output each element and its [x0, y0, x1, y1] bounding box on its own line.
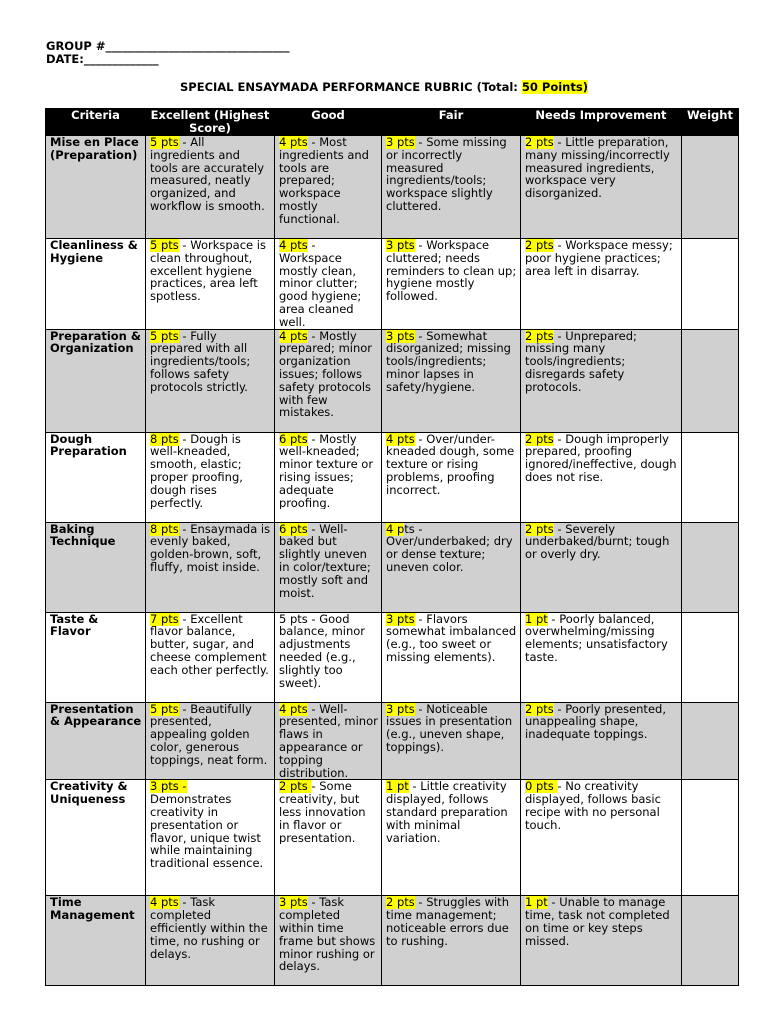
- score-cell: [146, 522, 275, 612]
- score-description: - Mostly prepared; minor organization issues; follows safety protocols with few mistakes.: [279, 329, 373, 420]
- points-highlight: 1 pt: [525, 612, 548, 626]
- points-highlight: 4 p: [386, 522, 405, 536]
- score-description: - Task completed efficiently within the time, no rushing or delays.: [150, 896, 268, 961]
- weight-cell: [682, 329, 739, 432]
- points-highlight: 2 pts: [525, 329, 554, 343]
- score-description: - No creativity displayed, follows basic recipe with no personal touch.: [525, 780, 661, 832]
- score-description: - Dough improperly prepared, proofing ignored/ineffective, dough does not rise.: [525, 432, 677, 484]
- score-cell-content: [386, 330, 517, 394]
- score-description: - Some missing or incorrectly measured ingredients/tools; workspace slightly cluttered.: [386, 136, 507, 213]
- header-row: [46, 109, 739, 136]
- score-cell-content: [279, 239, 378, 329]
- weight-cell: [682, 896, 739, 986]
- score-cell-content: [525, 523, 678, 561]
- group-number-line: GROUP #________________________________: [46, 39, 290, 53]
- rubric-table: [45, 108, 739, 986]
- score-cell-content: [386, 523, 517, 574]
- score-cell-content: [279, 703, 378, 780]
- score-cell: [146, 329, 275, 432]
- weight-cell: [682, 612, 739, 702]
- score-cell: [382, 896, 521, 986]
- score-cell: [521, 239, 682, 330]
- score-description: - Well-presented, minor flaws in appearance or topping distribution.: [279, 702, 378, 780]
- score-cell: [146, 239, 275, 330]
- score-cell: [275, 612, 382, 702]
- weight-cell: [682, 432, 739, 522]
- score-description: - Little preparation, many missing/incorrectly measured ingredients, workspace very disorganized.: [525, 136, 670, 200]
- score-cell-content: [386, 433, 517, 497]
- points-highlight: 3 pts: [386, 239, 415, 252]
- points-highlight: 4 pts: [279, 239, 308, 252]
- table-row: [46, 896, 739, 986]
- score-cell: [146, 702, 275, 780]
- score-cell-content: [150, 433, 271, 510]
- points-highlight: 3 pts: [386, 329, 415, 343]
- score-cell: [382, 522, 521, 612]
- score-description: - Task completed within time frame but shows minor rushing or delays.: [279, 896, 376, 974]
- column-header-fair: Fair: [382, 109, 521, 136]
- score-cell: [275, 896, 382, 986]
- score-description: - Workspace messy; poor hygiene practices; area left in disarray.: [525, 239, 673, 278]
- score-cell: [521, 612, 682, 702]
- score-description: - Severely underbaked/burnt; tough or overly dry.: [525, 522, 670, 561]
- score-cell-content: [386, 136, 517, 213]
- points-highlight: 8 pts: [150, 432, 179, 446]
- score-cell: [521, 522, 682, 612]
- criteria-cell: Creativity & Uniqueness: [46, 780, 146, 896]
- points-highlight: 4 pts: [386, 432, 415, 446]
- score-description: - Workspace is clean throughout, excellent hygiene practices, area left spotless.: [150, 239, 266, 303]
- score-cell-content: [150, 780, 271, 870]
- score-cell-content: [525, 703, 678, 741]
- weight-cell: [682, 239, 739, 330]
- score-description: - Poorly balanced, overwhelming/missing elements; unsatisfactory taste.: [525, 612, 668, 664]
- score-cell-content: [279, 896, 378, 973]
- score-description: - Poorly presented, unappealing shape, inadequate toppings.: [525, 702, 666, 741]
- score-description: - Struggles with time management; noticeable errors due to rushing.: [386, 896, 509, 948]
- table-row: [46, 780, 739, 896]
- score-cell: [382, 239, 521, 330]
- score-cell: [146, 136, 275, 239]
- points-highlight: 3 pts: [386, 702, 415, 716]
- points-highlight: 0 pts: [525, 780, 558, 794]
- points-highlight: 2 pts: [386, 896, 415, 910]
- points-highlight: 2 pts: [279, 780, 312, 794]
- score-cell-content: [150, 613, 271, 677]
- criteria-cell: Baking Technique: [46, 522, 146, 612]
- score-cell: [275, 780, 382, 896]
- score-description: - Little creativity displayed, follows standard preparation with minimal variation.: [386, 780, 508, 845]
- score-cell-content: [279, 613, 378, 690]
- table-row: [46, 329, 739, 432]
- score-cell-content: [150, 896, 271, 960]
- score-cell-content: [386, 613, 517, 664]
- score-cell-content: [386, 896, 517, 947]
- points-highlight: 2 pts: [525, 239, 554, 252]
- score-cell-content: [525, 433, 678, 484]
- score-cell-content: [150, 136, 271, 213]
- score-cell: [521, 432, 682, 522]
- score-cell-content: [525, 239, 678, 277]
- criteria-cell: Cleanliness & Hygiene: [46, 239, 146, 330]
- score-cell: [146, 432, 275, 522]
- criteria-cell: Preparation & Organization: [46, 329, 146, 432]
- rubric-body: [46, 136, 739, 986]
- score-description: - Unprepared; missing many tools/ingredients; disregards safety protocols.: [525, 329, 637, 394]
- score-cell: [146, 896, 275, 986]
- score-cell: [382, 780, 521, 896]
- points-highlight: 2 pts: [525, 432, 554, 446]
- score-cell-content: [150, 703, 271, 767]
- score-description: - Fully prepared with all ingredients/tools; follows safety protocols strictly.: [150, 329, 251, 394]
- points-highlight: 1 pt: [386, 780, 409, 794]
- score-cell: [146, 612, 275, 702]
- points-highlight: 4 pts: [279, 329, 308, 343]
- score-description: - Well-baked but slightly uneven in color/texture; mostly soft and moist.: [279, 522, 371, 600]
- score-cell: [275, 432, 382, 522]
- score-cell: [275, 329, 382, 432]
- score-cell: [382, 432, 521, 522]
- score-cell-content: [525, 780, 678, 831]
- score-description: - Most ingredients and tools are prepared; workspace mostly functional.: [279, 136, 369, 226]
- points-highlight: 6 pts: [279, 432, 308, 446]
- score-cell-content: [279, 330, 378, 420]
- score-cell-content: [279, 136, 378, 226]
- title-prefix: SPECIAL ENSAYMADA PERFORMANCE RUBRIC (Total:: [180, 80, 522, 94]
- points-highlight: 5 pts: [150, 136, 179, 149]
- score-description: - Workspace cluttered; needs reminders to clean up; hygiene mostly followed.: [386, 239, 517, 303]
- score-cell-content: [386, 239, 517, 303]
- score-description: - Beautifully presented, appealing golden color, generous toppings, neat form.: [150, 702, 268, 767]
- weight-cell: [682, 136, 739, 239]
- column-header-criteria: Criteria: [46, 109, 146, 136]
- points-highlight: 1 pt: [525, 896, 548, 910]
- weight-cell: [682, 522, 739, 612]
- column-header-good: Good: [275, 109, 382, 136]
- score-cell: [521, 136, 682, 239]
- criteria-cell: Mise en Place (Preparation): [46, 136, 146, 239]
- score-description: - Workspace mostly clean, minor clutter; good hygiene; area cleaned well.: [279, 239, 362, 329]
- score-cell: [146, 780, 275, 896]
- points-highlight: 2 pts: [525, 522, 554, 536]
- score-cell-content: [279, 780, 378, 844]
- score-description: 5 pts - Good balance, minor adjustments needed (e.g., slightly too sweet).: [279, 612, 366, 690]
- total-points-highlight: 50 Points): [521, 80, 588, 94]
- score-cell: [382, 329, 521, 432]
- criteria-cell: Dough Preparation: [46, 432, 146, 522]
- date-line: DATE:_____________: [46, 52, 159, 66]
- score-cell-content: [525, 896, 678, 947]
- score-description: - Flavors somewhat imbalanced (e.g., too sweet or missing elements).: [386, 612, 517, 664]
- score-cell-content: [150, 330, 271, 394]
- points-highlight: 5 pts: [150, 702, 179, 716]
- score-cell-content: [150, 523, 271, 574]
- score-cell: [275, 239, 382, 330]
- points-highlight: 3 pts -: [150, 780, 187, 794]
- points-highlight: 4 pts: [150, 896, 179, 910]
- score-cell: [521, 329, 682, 432]
- score-cell: [275, 522, 382, 612]
- score-cell: [382, 136, 521, 239]
- points-highlight: 2 pts: [525, 702, 554, 716]
- points-highlight: 4 pts: [279, 702, 308, 716]
- points-highlight: 7 pts: [150, 612, 179, 626]
- score-cell-content: [279, 523, 378, 600]
- score-description: - Noticeable issues in presentation (e.g., uneven shape, toppings).: [386, 702, 513, 754]
- score-description: - All ingredients and tools are accurately measured, neatly organized, and workflow is smooth.: [150, 136, 265, 213]
- score-description: - Over/under-kneaded dough, some texture or rising problems, proofing incorrect.: [386, 432, 515, 497]
- table-row: [46, 612, 739, 702]
- score-description: - Mostly well-kneaded; minor texture or rising issues; adequate proofing.: [279, 432, 374, 510]
- score-cell: [382, 702, 521, 780]
- score-description: - Dough is well-kneaded, smooth, elastic; proper proofing, dough rises perfectly.: [150, 432, 243, 510]
- score-description: Demonstrates creativity in presentation or flavor, unique twist while maintaining traditional essence.: [150, 792, 264, 870]
- score-cell-content: [525, 136, 678, 200]
- score-description: - Excellent flavor balance, butter, sugar, and cheese complement each other perfectly.: [150, 612, 269, 677]
- score-cell-content: [525, 330, 678, 394]
- score-cell-content: [386, 703, 517, 754]
- criteria-cell: Presentation & Appearance: [46, 702, 146, 780]
- score-cell: [275, 702, 382, 780]
- score-description: - Somewhat disorganized; missing tools/ingredients; minor lapses in safety/hygiene.: [386, 329, 511, 394]
- score-description: ts - Over/underbaked; dry or dense texture; uneven color.: [386, 522, 513, 574]
- table-row: [46, 239, 739, 330]
- table-row: [46, 136, 739, 239]
- points-highlight: 3 pts: [279, 896, 308, 910]
- points-highlight: 3 pts: [386, 612, 415, 626]
- points-highlight: 5 pts: [150, 329, 179, 343]
- score-description: - Unable to manage time, task not completed on time or key steps missed.: [525, 896, 670, 948]
- score-cell: [275, 136, 382, 239]
- column-header-excellent: Excellent (Highest Score): [146, 109, 275, 136]
- points-highlight: 3 pts: [386, 136, 415, 149]
- score-description: - Some creativity, but less innovation in flavor or presentation.: [279, 780, 366, 845]
- document-title: [0, 80, 768, 94]
- points-highlight: 2 pts: [525, 136, 554, 149]
- score-cell: [521, 702, 682, 780]
- column-header-needs-improvement: Needs Improvement: [521, 109, 682, 136]
- points-highlight: 5 pts: [150, 239, 179, 252]
- points-highlight: 8 pts: [150, 522, 179, 536]
- score-cell: [382, 612, 521, 702]
- score-description: - Ensaymada is evenly baked, golden-brown, soft, fluffy, moist inside.: [150, 522, 271, 574]
- criteria-cell: Time Management: [46, 896, 146, 986]
- score-cell: [521, 896, 682, 986]
- points-highlight: 4 pts: [279, 136, 308, 149]
- table-row: [46, 522, 739, 612]
- column-header-weight: Weight: [682, 109, 739, 136]
- weight-cell: [682, 780, 739, 896]
- score-cell: [521, 780, 682, 896]
- table-row: [46, 432, 739, 522]
- table-row: [46, 702, 739, 780]
- criteria-cell: Taste & Flavor: [46, 612, 146, 702]
- score-cell-content: [279, 433, 378, 510]
- score-cell-content: [150, 239, 271, 303]
- score-cell-content: [386, 780, 517, 844]
- weight-cell: [682, 702, 739, 780]
- score-cell-content: [525, 613, 678, 664]
- points-highlight: 6 pts: [279, 522, 308, 536]
